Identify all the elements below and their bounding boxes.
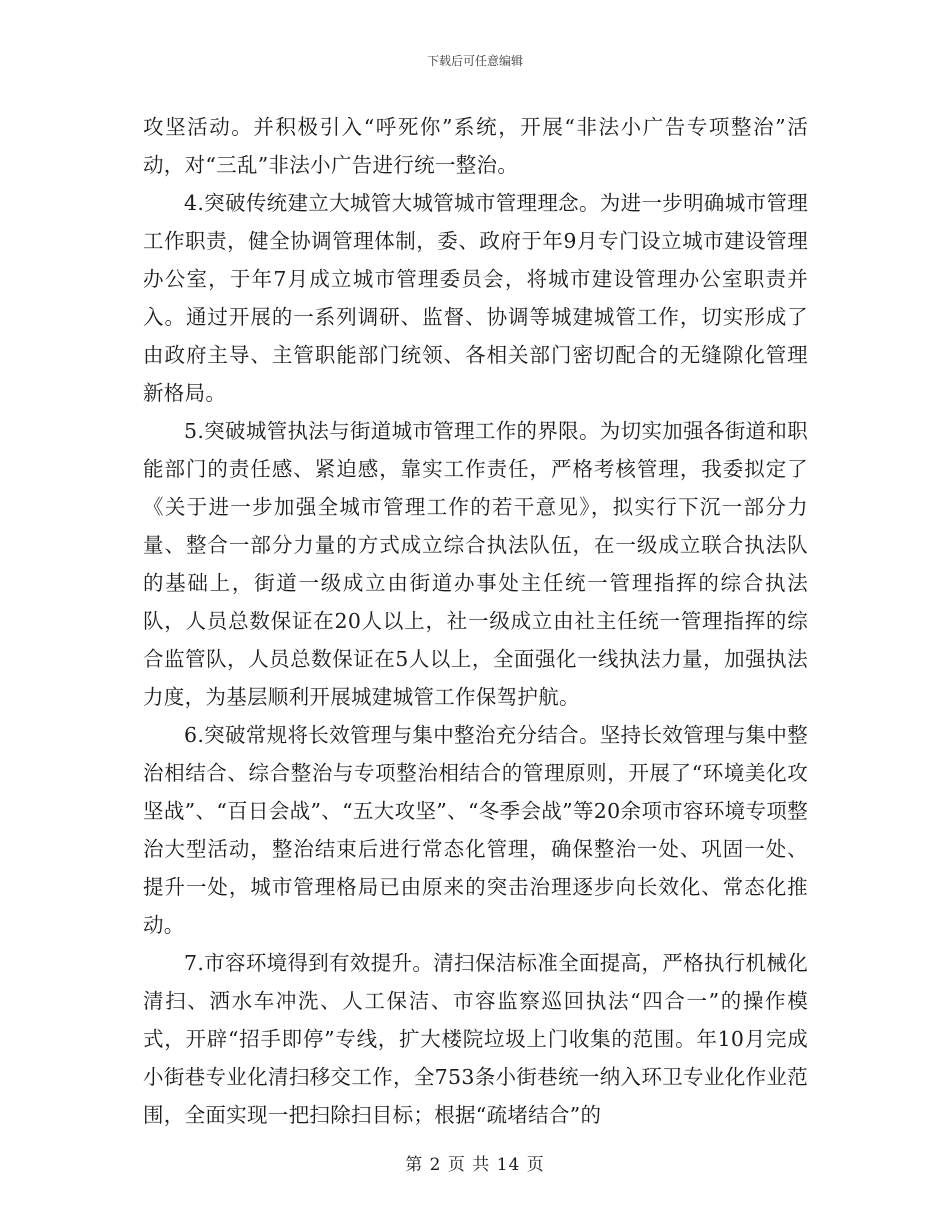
- page-footer: [0, 1154, 950, 1176]
- page-number: 第 2 页 共 14 页: [405, 1155, 545, 1175]
- header-note: 下载后可任意编辑: [426, 54, 523, 68]
- paragraph-item-4: 4.突破传统建立大城管大城管城市管理理念。为进一步明确城市管理工作职责，健全协调管理体制，委、政府于年9月专门设立城市建设管理办公室，于年7月成立城市管理委员会，将城市建设管理办公室职责并入。通过开展的一系列调研、监督、协调等城建城管工作，切实形成了由政府主导、主管职能部门统领、各相关部门密切配合的无缝隙化管理新格局。: [143, 191, 808, 405]
- paragraph-item-5: 5.突破城管执法与街道城市管理工作的界限。为切实加强各街道和职能部门的责任感、紧迫感，靠实工作责任，严格考核管理，我委拟定了《关于进一步加强全城市管理工作的若干意见》，拟实行下沉一部分力量、整合一部分力量的方式成立综合执法队伍，在一级成立联合执法队的基础上，街道一级成立由街道办事处主任统一管理指挥的综合执法队，人员总数保证在20人以上，社一级成立由社主任统一管理指挥的综合监管队，人员总数保证在5人以上，全面强化一线执法力量，加强执法力度，为基层顺利开展城建城管工作保驾护航。: [143, 419, 808, 709]
- paragraph-continuation: 攻坚活动。并积极引入“呼死你”系统，开展“非法小广告专项整治”活动，对“三乱”非法小广告进行统一整治。: [143, 115, 808, 177]
- document-body: [143, 108, 808, 1134]
- paragraph-item-6: 6.突破常规将长效管理与集中整治充分结合。坚持长效管理与集中整治相结合、综合整治与专项整治相结合的管理原则，开展了“环境美化攻坚战”、“百日会战”、“五大攻坚”、“冬季会战”等20余项市容环境专项整治大型活动，整治结束后进行常态化管理，确保整治一处、巩固一处、提升一处，城市管理格局已由原来的突击治理逐步向长效化、常态化推动。: [143, 723, 808, 937]
- paragraph-item-7: 7.市容环境得到有效提升。清扫保洁标准全面提高，严格执行机械化清扫、洒水车冲洗、人工保洁、市容监察巡回执法“四合一”的操作模式，开辟“招手即停”专线，扩大楼院垃圾上门收集的范围。年10月完成小街巷专业化清扫移交工作，全753条小街巷统一纳入环卫专业化作业范围，全面实现一把扫除扫目标；根据“疏堵结合”的: [143, 951, 808, 1127]
- page-header: [0, 53, 950, 69]
